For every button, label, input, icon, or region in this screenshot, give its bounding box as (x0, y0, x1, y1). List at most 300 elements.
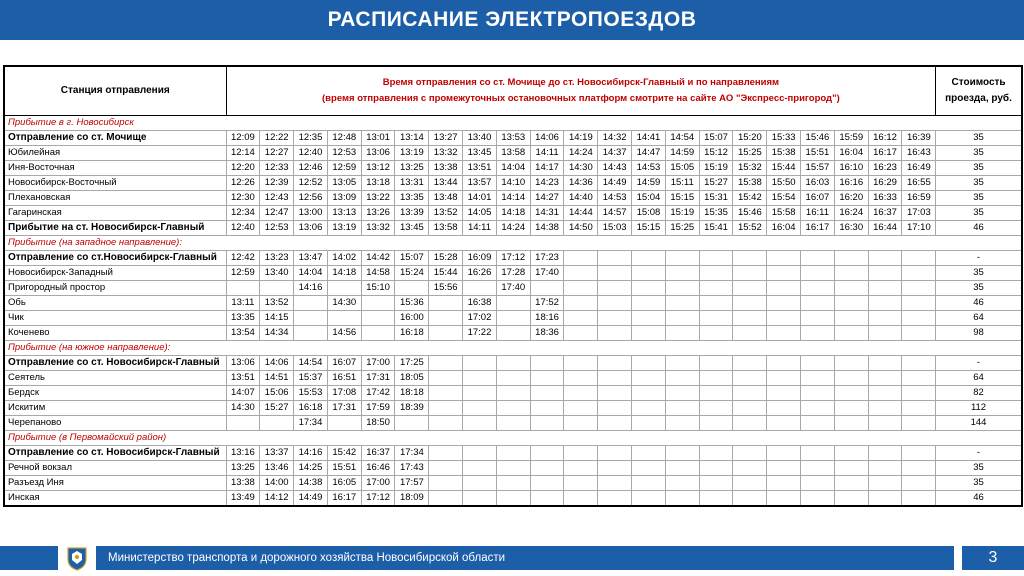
time-cell (902, 401, 936, 416)
time-cell (496, 296, 530, 311)
station-name: Отправление со ст. Новосибирск-Главный (4, 446, 226, 461)
time-cell (801, 311, 835, 326)
time-cell: 12:52 (294, 176, 328, 191)
time-cell: 15:56 (429, 281, 463, 296)
time-cell: 13:09 (327, 191, 361, 206)
time-cell (665, 296, 699, 311)
time-cell (496, 461, 530, 476)
time-cell (564, 371, 598, 386)
time-cell (564, 356, 598, 371)
time-cell (868, 251, 902, 266)
time-cell: 17:43 (395, 461, 429, 476)
time-cell (767, 461, 801, 476)
time-cell: 18:50 (361, 416, 395, 431)
time-cell (699, 266, 733, 281)
time-cell: 16:30 (834, 221, 868, 236)
time-cell (699, 326, 733, 341)
time-cell: 14:53 (598, 191, 632, 206)
time-cell: 12:30 (226, 191, 260, 206)
time-cell: 13:12 (361, 161, 395, 176)
time-cell (665, 476, 699, 491)
time-cell: 16:17 (327, 491, 361, 507)
time-cell (632, 281, 666, 296)
time-cell: 16:43 (902, 146, 936, 161)
time-cell (665, 326, 699, 341)
table-row (4, 296, 1022, 311)
table-row (4, 146, 1022, 161)
time-cell: 17:23 (530, 251, 564, 266)
time-cell (632, 446, 666, 461)
time-cell: 15:42 (733, 191, 767, 206)
time-cell (564, 461, 598, 476)
time-cell: 15:38 (733, 176, 767, 191)
table-row (4, 446, 1022, 461)
time-cell (327, 281, 361, 296)
time-cell: 13:48 (429, 191, 463, 206)
time-cell: 17:31 (327, 401, 361, 416)
station-name: Гагаринская (4, 206, 226, 221)
time-cell (665, 401, 699, 416)
time-cell (665, 491, 699, 507)
time-cell: 15:03 (598, 221, 632, 236)
time-cell (429, 311, 463, 326)
time-cell: 12:34 (226, 206, 260, 221)
time-cell: 15:11 (665, 176, 699, 191)
time-cell (564, 416, 598, 431)
time-cell (699, 296, 733, 311)
table-row (4, 326, 1022, 341)
time-cell: 15:46 (801, 131, 835, 146)
time-cell (699, 476, 733, 491)
time-cell: 12:14 (226, 146, 260, 161)
time-cell (665, 266, 699, 281)
time-cell (834, 251, 868, 266)
time-cell: 13:23 (260, 251, 294, 266)
time-cell (834, 461, 868, 476)
header-station: Станция отправления (4, 66, 226, 116)
station-name: Плехановская (4, 191, 226, 206)
time-cell: 14:43 (598, 161, 632, 176)
time-cell (902, 491, 936, 507)
time-cell: 14:54 (665, 131, 699, 146)
time-cell: 15:50 (767, 176, 801, 191)
time-cell: 18:05 (395, 371, 429, 386)
time-cell (834, 311, 868, 326)
time-cell (598, 491, 632, 507)
time-cell: 16:03 (801, 176, 835, 191)
time-cell: 16:37 (868, 206, 902, 221)
time-cell: 17:34 (395, 446, 429, 461)
time-cell (260, 416, 294, 431)
time-cell (294, 296, 328, 311)
time-cell: 14:50 (564, 221, 598, 236)
time-cell (699, 371, 733, 386)
time-cell: 16:46 (361, 461, 395, 476)
station-name: Сеятель (4, 371, 226, 386)
time-cell (530, 401, 564, 416)
time-cell: 15:24 (395, 266, 429, 281)
time-cell (733, 266, 767, 281)
time-cell: 13:06 (361, 146, 395, 161)
time-cell (294, 311, 328, 326)
time-cell (564, 491, 598, 507)
time-cell: 14:14 (496, 191, 530, 206)
time-cell (463, 476, 497, 491)
time-cell (834, 401, 868, 416)
time-cell (834, 356, 868, 371)
fare-cell: - (936, 356, 1022, 371)
fare-cell: - (936, 251, 1022, 266)
station-name: Новосибирск-Западный (4, 266, 226, 281)
time-cell: 12:39 (260, 176, 294, 191)
time-cell: 14:49 (294, 491, 328, 507)
schedule-table (3, 65, 1023, 507)
time-cell (496, 491, 530, 507)
time-cell: 18:09 (395, 491, 429, 507)
time-cell: 15:53 (294, 386, 328, 401)
time-cell: 15:15 (632, 221, 666, 236)
footer-left-bar (0, 546, 58, 570)
time-cell: 16:39 (902, 131, 936, 146)
time-cell: 13:40 (260, 266, 294, 281)
fare-cell: 35 (936, 266, 1022, 281)
time-cell: 14:38 (530, 221, 564, 236)
time-cell: 14:00 (260, 476, 294, 491)
time-cell (496, 356, 530, 371)
time-cell: 12:48 (327, 131, 361, 146)
time-cell: 14:42 (361, 251, 395, 266)
time-cell: 17:08 (327, 386, 361, 401)
time-cell: 14:06 (260, 356, 294, 371)
time-cell: 16:17 (801, 221, 835, 236)
time-cell: 15:51 (327, 461, 361, 476)
time-cell (902, 446, 936, 461)
time-cell: 14:17 (530, 161, 564, 176)
time-cell: 13:35 (226, 311, 260, 326)
fare-cell: 64 (936, 311, 1022, 326)
fare-cell: 82 (936, 386, 1022, 401)
time-cell (733, 416, 767, 431)
section-row (4, 236, 1022, 251)
time-cell (699, 311, 733, 326)
time-cell (699, 491, 733, 507)
table-row (4, 266, 1022, 281)
time-cell (665, 311, 699, 326)
time-cell (463, 371, 497, 386)
time-cell: 14:16 (294, 446, 328, 461)
time-cell: 14:24 (564, 146, 598, 161)
time-cell (530, 281, 564, 296)
time-cell (902, 386, 936, 401)
time-cell: 12:20 (226, 161, 260, 176)
time-cell: 16:37 (361, 446, 395, 461)
time-cell: 15:51 (801, 146, 835, 161)
time-cell: 17:25 (395, 356, 429, 371)
header-cost-line2: проезда, руб. (945, 93, 1012, 104)
footer-ministry-bar (96, 546, 954, 570)
time-cell: 15:12 (699, 146, 733, 161)
time-cell: 14:31 (530, 206, 564, 221)
time-cell (429, 401, 463, 416)
time-cell (665, 281, 699, 296)
time-cell (801, 296, 835, 311)
time-cell (767, 446, 801, 461)
time-cell: 13:18 (361, 176, 395, 191)
time-cell: 13:22 (361, 191, 395, 206)
time-cell (902, 266, 936, 281)
time-cell: 17:31 (361, 371, 395, 386)
time-cell: 14:30 (564, 161, 598, 176)
time-cell: 18:36 (530, 326, 564, 341)
time-cell: 14:19 (564, 131, 598, 146)
fare-cell: - (936, 446, 1022, 461)
time-cell: 15:08 (632, 206, 666, 221)
time-cell (767, 386, 801, 401)
time-cell (632, 311, 666, 326)
time-cell (767, 266, 801, 281)
time-cell (598, 476, 632, 491)
time-cell (868, 296, 902, 311)
time-cell: 17:59 (361, 401, 395, 416)
time-cell: 15:46 (733, 206, 767, 221)
time-cell (767, 371, 801, 386)
time-cell (801, 251, 835, 266)
time-cell: 14:04 (294, 266, 328, 281)
time-cell: 18:39 (395, 401, 429, 416)
time-cell: 17:12 (361, 491, 395, 507)
time-cell (767, 356, 801, 371)
fare-cell: 35 (936, 476, 1022, 491)
time-cell: 14:07 (226, 386, 260, 401)
station-name: Инская (4, 491, 226, 507)
time-cell (496, 311, 530, 326)
time-cell: 15:28 (429, 251, 463, 266)
time-cell (429, 386, 463, 401)
time-cell: 16:16 (834, 176, 868, 191)
section-label: Прибытие (в Первомайский район) (4, 431, 1022, 446)
time-cell: 14:40 (564, 191, 598, 206)
time-cell: 12:40 (294, 146, 328, 161)
fare-cell: 46 (936, 221, 1022, 236)
time-cell: 15:42 (327, 446, 361, 461)
station-name: Коченево (4, 326, 226, 341)
time-cell: 16:00 (395, 311, 429, 326)
time-cell (226, 416, 260, 431)
time-cell (699, 251, 733, 266)
time-cell: 14:30 (327, 296, 361, 311)
time-cell (632, 326, 666, 341)
time-cell (564, 386, 598, 401)
fare-cell: 46 (936, 491, 1022, 507)
time-cell (564, 326, 598, 341)
time-cell (834, 491, 868, 507)
time-cell (395, 416, 429, 431)
time-cell: 16:10 (834, 161, 868, 176)
time-cell (632, 266, 666, 281)
time-cell: 14:59 (665, 146, 699, 161)
time-cell (868, 491, 902, 507)
time-cell: 13:46 (260, 461, 294, 476)
time-cell (868, 446, 902, 461)
time-cell (699, 401, 733, 416)
fare-cell: 35 (936, 206, 1022, 221)
time-cell (632, 491, 666, 507)
time-cell (767, 491, 801, 507)
time-cell: 16:44 (868, 221, 902, 236)
station-name: Обь (4, 296, 226, 311)
time-cell (429, 491, 463, 507)
time-cell (733, 446, 767, 461)
time-cell: 14:18 (327, 266, 361, 281)
time-cell: 14:27 (530, 191, 564, 206)
time-cell: 13:26 (361, 206, 395, 221)
time-cell: 14:32 (598, 131, 632, 146)
time-cell: 14:06 (530, 131, 564, 146)
time-cell (868, 311, 902, 326)
time-cell: 16:59 (902, 191, 936, 206)
table-row (4, 281, 1022, 296)
time-cell: 17:00 (361, 476, 395, 491)
fare-cell: 64 (936, 371, 1022, 386)
time-cell: 13:31 (395, 176, 429, 191)
time-cell: 14:11 (463, 221, 497, 236)
time-cell: 15:05 (665, 161, 699, 176)
time-cell (598, 326, 632, 341)
fare-cell: 35 (936, 131, 1022, 146)
time-cell: 17:40 (530, 266, 564, 281)
time-cell (733, 491, 767, 507)
time-cell: 16:23 (868, 161, 902, 176)
time-cell: 16:17 (868, 146, 902, 161)
fare-cell: 112 (936, 401, 1022, 416)
time-cell (733, 401, 767, 416)
station-name: Разъезд Иня (4, 476, 226, 491)
time-cell (868, 371, 902, 386)
time-cell (801, 356, 835, 371)
time-cell: 16:09 (463, 251, 497, 266)
time-cell: 15:52 (733, 221, 767, 236)
time-cell (260, 281, 294, 296)
time-cell (632, 386, 666, 401)
time-cell: 15:36 (395, 296, 429, 311)
time-cell: 13:16 (226, 446, 260, 461)
station-name: Отправление со ст. Мочище (4, 131, 226, 146)
time-cell: 14:04 (496, 161, 530, 176)
time-cell (767, 311, 801, 326)
time-cell (632, 476, 666, 491)
table-row (4, 401, 1022, 416)
time-cell: 17:02 (463, 311, 497, 326)
time-cell: 15:59 (834, 131, 868, 146)
time-cell (665, 371, 699, 386)
time-cell (564, 281, 598, 296)
fare-cell: 35 (936, 146, 1022, 161)
fare-cell: 35 (936, 176, 1022, 191)
time-cell: 14:47 (632, 146, 666, 161)
time-cell (598, 281, 632, 296)
time-cell (598, 446, 632, 461)
time-cell: 16:49 (902, 161, 936, 176)
time-cell: 15:19 (699, 161, 733, 176)
time-cell (868, 386, 902, 401)
time-cell: 14:36 (564, 176, 598, 191)
time-cell (632, 251, 666, 266)
time-cell: 17:57 (395, 476, 429, 491)
time-cell: 13:44 (429, 176, 463, 191)
time-cell (496, 446, 530, 461)
time-cell: 12:35 (294, 131, 328, 146)
time-cell: 13:13 (327, 206, 361, 221)
time-cell (598, 311, 632, 326)
time-cell: 13:27 (429, 131, 463, 146)
time-cell (463, 461, 497, 476)
time-cell: 16:26 (463, 266, 497, 281)
time-cell (530, 491, 564, 507)
time-cell: 12:26 (226, 176, 260, 191)
time-cell: 15:35 (699, 206, 733, 221)
time-cell (530, 446, 564, 461)
time-cell: 13:58 (429, 221, 463, 236)
time-cell (902, 326, 936, 341)
table-row (4, 461, 1022, 476)
header-times (226, 66, 936, 116)
time-cell: 14:59 (632, 176, 666, 191)
fare-cell: 35 (936, 191, 1022, 206)
time-cell: 14:05 (463, 206, 497, 221)
time-cell: 14:57 (598, 206, 632, 221)
time-cell (463, 386, 497, 401)
time-cell (530, 371, 564, 386)
time-cell (902, 251, 936, 266)
time-cell: 15:37 (294, 371, 328, 386)
time-cell: 16:18 (294, 401, 328, 416)
table-row (4, 311, 1022, 326)
time-cell: 17:28 (496, 266, 530, 281)
time-cell (902, 476, 936, 491)
time-cell: 13:37 (260, 446, 294, 461)
time-cell (801, 401, 835, 416)
time-cell (868, 401, 902, 416)
time-cell (429, 476, 463, 491)
time-cell (632, 296, 666, 311)
time-cell (598, 266, 632, 281)
time-cell: 12:09 (226, 131, 260, 146)
time-cell: 15:58 (767, 206, 801, 221)
time-cell (361, 311, 395, 326)
time-cell (632, 416, 666, 431)
time-cell (463, 491, 497, 507)
time-cell (902, 296, 936, 311)
table-row (4, 161, 1022, 176)
time-cell (327, 416, 361, 431)
time-cell (733, 251, 767, 266)
time-cell (665, 251, 699, 266)
time-cell (496, 326, 530, 341)
time-cell (834, 371, 868, 386)
time-cell (868, 281, 902, 296)
time-cell: 13:53 (496, 131, 530, 146)
time-cell (665, 386, 699, 401)
time-cell (801, 266, 835, 281)
time-cell (834, 386, 868, 401)
time-cell (767, 281, 801, 296)
time-cell (598, 251, 632, 266)
time-cell: 12:47 (260, 206, 294, 221)
fare-cell: 46 (936, 296, 1022, 311)
time-cell: 17:42 (361, 386, 395, 401)
time-cell: 14:51 (260, 371, 294, 386)
time-cell: 13:45 (463, 146, 497, 161)
